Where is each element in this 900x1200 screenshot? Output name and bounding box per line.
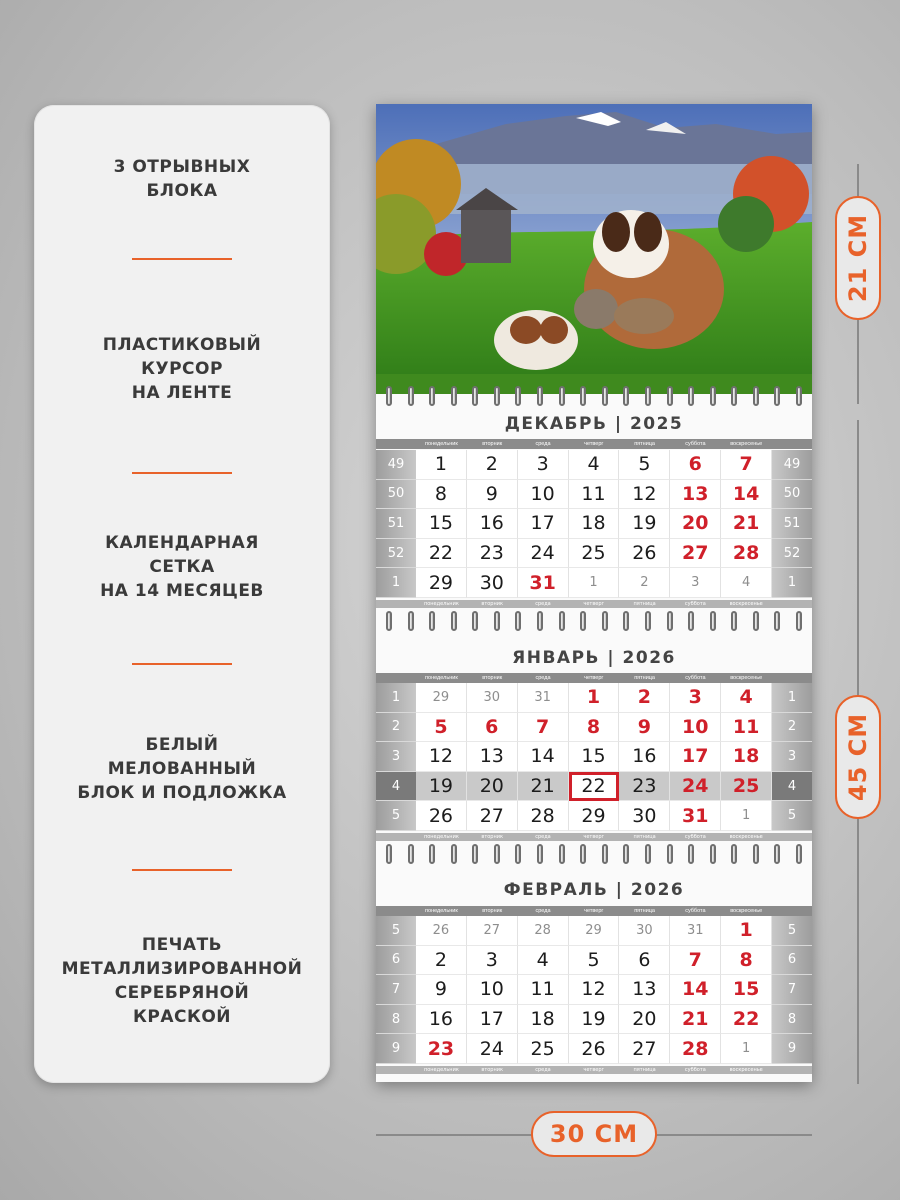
day-cell: 31 — [518, 683, 569, 713]
day-cell: 10 — [670, 713, 721, 743]
day-cell: 28 — [518, 916, 569, 946]
day-cell: 13 — [670, 480, 721, 510]
day-cell: 29 — [569, 801, 620, 831]
day-cell: 3 — [670, 568, 721, 598]
day-cell: 12 — [619, 480, 670, 510]
day-cell: 26 — [416, 801, 467, 831]
week-number: 51 — [376, 509, 416, 539]
day-cell: 4 — [721, 683, 772, 713]
week-number: 1 — [376, 683, 416, 713]
day-cell: 29 — [416, 683, 467, 713]
week-row — [376, 916, 812, 946]
day-cell: 23 — [467, 539, 518, 569]
day-cell: 27 — [619, 1034, 670, 1064]
day-cell: 7 — [518, 713, 569, 743]
day-cell: 9 — [416, 975, 467, 1005]
day-cell: 14 — [518, 742, 569, 772]
day-cell: 11 — [721, 713, 772, 743]
feature-line: КАЛЕНДАРНАЯ — [105, 533, 259, 553]
week-number: 3 — [772, 742, 812, 772]
feature-line: ПЛАСТИКОВЫЙ — [102, 335, 262, 355]
week-number: 4 — [772, 772, 812, 802]
feature-line: ПЕЧАТЬ — [141, 935, 223, 955]
day-cell: 17 — [467, 1005, 518, 1035]
week-number: 2 — [376, 713, 416, 743]
day-cell: 17 — [518, 509, 569, 539]
day-cell: 27 — [670, 539, 721, 569]
month-title-december: ДЕКАБРЬ | 2025 — [504, 414, 684, 434]
week-row — [376, 946, 812, 976]
feature-line: НА ЛЕНТЕ — [131, 383, 233, 403]
day-cell: 13 — [619, 975, 670, 1005]
day-cell: 6 — [670, 450, 721, 480]
week-row — [376, 742, 812, 772]
week-number: 1 — [772, 568, 812, 598]
day-cell: 21 — [721, 509, 772, 539]
day-cell: 1 — [721, 916, 772, 946]
day-cell: 22 — [721, 1005, 772, 1035]
day-cell: 22 — [416, 539, 467, 569]
day-cell: 12 — [416, 742, 467, 772]
day-cell: 5 — [416, 713, 467, 743]
week-number: 6 — [376, 946, 416, 976]
weekday-footer: понедельник вторник среда четверг пятница суббота воскресенье — [376, 600, 812, 608]
day-cell: 8 — [721, 946, 772, 976]
weekday-header: понедельник вторник среда четверг пятница суббота воскресенье — [376, 439, 812, 449]
spiral-binding — [376, 386, 812, 408]
day-cell: 1 — [416, 450, 467, 480]
week-number: 8 — [376, 1005, 416, 1035]
week-number: 1 — [376, 568, 416, 598]
day-cell: 2 — [416, 946, 467, 976]
day-cell: 21 — [670, 1005, 721, 1035]
day-cell: 21 — [518, 772, 569, 802]
week-row — [376, 801, 812, 831]
day-cell: 3 — [467, 946, 518, 976]
day-cell: 2 — [619, 568, 670, 598]
week-number: 4 — [376, 772, 416, 802]
day-cell: 30 — [467, 683, 518, 713]
landscape-dogs-image — [376, 104, 812, 394]
spiral-binding — [376, 844, 812, 866]
week-number: 52 — [772, 539, 812, 569]
feature-line: БЕЛЫЙ — [145, 735, 219, 755]
day-cell: 2 — [619, 683, 670, 713]
day-cell: 29 — [569, 916, 620, 946]
day-cell: 20 — [670, 509, 721, 539]
week-number: 9 — [376, 1034, 416, 1064]
day-cell: 29 — [416, 568, 467, 598]
current-day-cursor: 22 — [569, 772, 620, 802]
feature-line: КРАСКОЙ — [132, 1007, 232, 1027]
feature-white-paper — [34, 733, 330, 805]
week-number: 7 — [772, 975, 812, 1005]
week-number: 8 — [772, 1005, 812, 1035]
week-number: 51 — [772, 509, 812, 539]
week-number: 9 — [772, 1034, 812, 1064]
week-row — [376, 450, 812, 480]
day-cell: 30 — [619, 916, 670, 946]
week-row — [376, 1005, 812, 1035]
week-number: 5 — [772, 801, 812, 831]
day-cell: 2 — [467, 450, 518, 480]
day-cell: 30 — [467, 568, 518, 598]
calendar-photo — [376, 104, 812, 394]
divider — [132, 258, 232, 260]
weekday-footer: понедельник вторник среда четверг пятница суббота воскресенье — [376, 833, 812, 841]
week-number: 2 — [772, 713, 812, 743]
week-row — [376, 772, 812, 802]
month-title-january: ЯНВАРЬ | 2026 — [512, 648, 676, 668]
features-panel — [34, 105, 330, 1083]
divider — [132, 472, 232, 474]
week-row — [376, 568, 812, 598]
feature-line: МЕЛОВАННЫЙ — [107, 759, 257, 779]
week-row — [376, 1034, 812, 1064]
feature-calendar-grid — [34, 531, 330, 603]
week-number: 7 — [376, 975, 416, 1005]
feature-line: СЕТКА — [149, 557, 215, 577]
day-cell: 23 — [619, 772, 670, 802]
dimension-label: 30 СМ — [549, 1120, 639, 1148]
day-cell: 1 — [721, 1034, 772, 1064]
day-cell: 12 — [569, 975, 620, 1005]
week-number: 49 — [772, 450, 812, 480]
week-number: 5 — [376, 916, 416, 946]
day-cell: 28 — [518, 801, 569, 831]
feature-line: БЛОК И ПОДЛОЖКА — [77, 783, 287, 803]
divider — [132, 663, 232, 665]
week-row — [376, 975, 812, 1005]
week-number: 50 — [376, 480, 416, 510]
weekday-header: понедельник вторник среда четверг пятница суббота воскресенье — [376, 673, 812, 683]
day-cell: 9 — [619, 713, 670, 743]
day-cell: 20 — [467, 772, 518, 802]
day-cell: 18 — [569, 509, 620, 539]
feature-line: НА 14 МЕСЯЦЕВ — [100, 581, 264, 601]
day-cell: 7 — [670, 946, 721, 976]
day-cell: 1 — [721, 801, 772, 831]
day-cell: 27 — [467, 801, 518, 831]
day-cell: 4 — [569, 450, 620, 480]
day-cell: 11 — [569, 480, 620, 510]
feature-tear-off-blocks — [34, 155, 330, 203]
day-cell: 18 — [518, 1005, 569, 1035]
day-cell: 31 — [518, 568, 569, 598]
day-cell: 25 — [518, 1034, 569, 1064]
day-cell: 26 — [619, 539, 670, 569]
day-cell: 17 — [670, 742, 721, 772]
day-cell: 19 — [416, 772, 467, 802]
day-cell: 23 — [416, 1034, 467, 1064]
week-number: 5 — [772, 916, 812, 946]
day-cell: 7 — [721, 450, 772, 480]
week-row — [376, 683, 812, 713]
weekday-header: понедельник вторник среда четверг пятница суббота воскресенье — [376, 906, 812, 916]
feature-plastic-cursor — [34, 333, 330, 405]
week-row — [376, 539, 812, 569]
day-cell: 24 — [518, 539, 569, 569]
day-cell: 13 — [467, 742, 518, 772]
week-number: 49 — [376, 450, 416, 480]
day-cell: 15 — [721, 975, 772, 1005]
day-cell: 25 — [721, 772, 772, 802]
day-cell: 4 — [721, 568, 772, 598]
day-cell: 26 — [416, 916, 467, 946]
day-cell: 15 — [416, 509, 467, 539]
dimension-total-height — [835, 695, 881, 819]
dimension-width — [531, 1111, 657, 1157]
day-cell: 15 — [569, 742, 620, 772]
week-number: 6 — [772, 946, 812, 976]
day-cell: 30 — [619, 801, 670, 831]
dimension-label: 21 СМ — [844, 213, 872, 303]
day-cell: 14 — [721, 480, 772, 510]
feature-line: БЛОКА — [146, 181, 218, 201]
divider — [132, 869, 232, 871]
day-cell: 28 — [721, 539, 772, 569]
day-cell: 6 — [467, 713, 518, 743]
day-cell: 31 — [670, 801, 721, 831]
day-cell: 5 — [569, 946, 620, 976]
day-cell: 20 — [619, 1005, 670, 1035]
day-cell: 27 — [467, 916, 518, 946]
week-number: 50 — [772, 480, 812, 510]
feature-line: 3 ОТРЫВНЫХ — [113, 157, 251, 177]
week-number: 1 — [772, 683, 812, 713]
week-row — [376, 713, 812, 743]
day-cell: 19 — [569, 1005, 620, 1035]
day-cell: 18 — [721, 742, 772, 772]
day-cell: 10 — [467, 975, 518, 1005]
dimension-photo-height — [835, 196, 881, 320]
day-cell: 24 — [670, 772, 721, 802]
day-cell: 19 — [619, 509, 670, 539]
spiral-binding — [376, 611, 812, 633]
week-number: 5 — [376, 801, 416, 831]
feature-metallic-print — [34, 933, 330, 1029]
day-cell: 6 — [619, 946, 670, 976]
day-cell: 31 — [670, 916, 721, 946]
feature-line: КУРСОР — [141, 359, 223, 379]
day-cell: 8 — [569, 713, 620, 743]
day-cell: 14 — [670, 975, 721, 1005]
day-cell: 3 — [518, 450, 569, 480]
day-cell: 1 — [569, 568, 620, 598]
day-cell: 3 — [670, 683, 721, 713]
day-cell: 26 — [569, 1034, 620, 1064]
weekday-footer: понедельник вторник среда четверг пятница суббота воскресенье — [376, 1066, 812, 1074]
wall-calendar — [376, 104, 812, 1082]
day-cell: 16 — [467, 509, 518, 539]
day-cell: 8 — [416, 480, 467, 510]
day-cell: 9 — [467, 480, 518, 510]
week-row — [376, 509, 812, 539]
dimension-label: 45 СМ — [844, 712, 872, 802]
feature-line: СЕРЕБРЯНОЙ — [114, 983, 250, 1003]
day-cell: 28 — [670, 1034, 721, 1064]
week-row — [376, 480, 812, 510]
day-cell: 5 — [619, 450, 670, 480]
day-cell: 24 — [467, 1034, 518, 1064]
day-cell: 25 — [569, 539, 620, 569]
week-number: 52 — [376, 539, 416, 569]
day-cell: 11 — [518, 975, 569, 1005]
day-cell: 16 — [416, 1005, 467, 1035]
month-title-february: ФЕВРАЛЬ | 2026 — [503, 880, 685, 900]
day-cell: 10 — [518, 480, 569, 510]
week-number: 3 — [376, 742, 416, 772]
day-cell: 1 — [569, 683, 620, 713]
feature-line: МЕТАЛЛИЗИРОВАННОЙ — [61, 959, 303, 979]
day-cell: 4 — [518, 946, 569, 976]
day-cell: 16 — [619, 742, 670, 772]
